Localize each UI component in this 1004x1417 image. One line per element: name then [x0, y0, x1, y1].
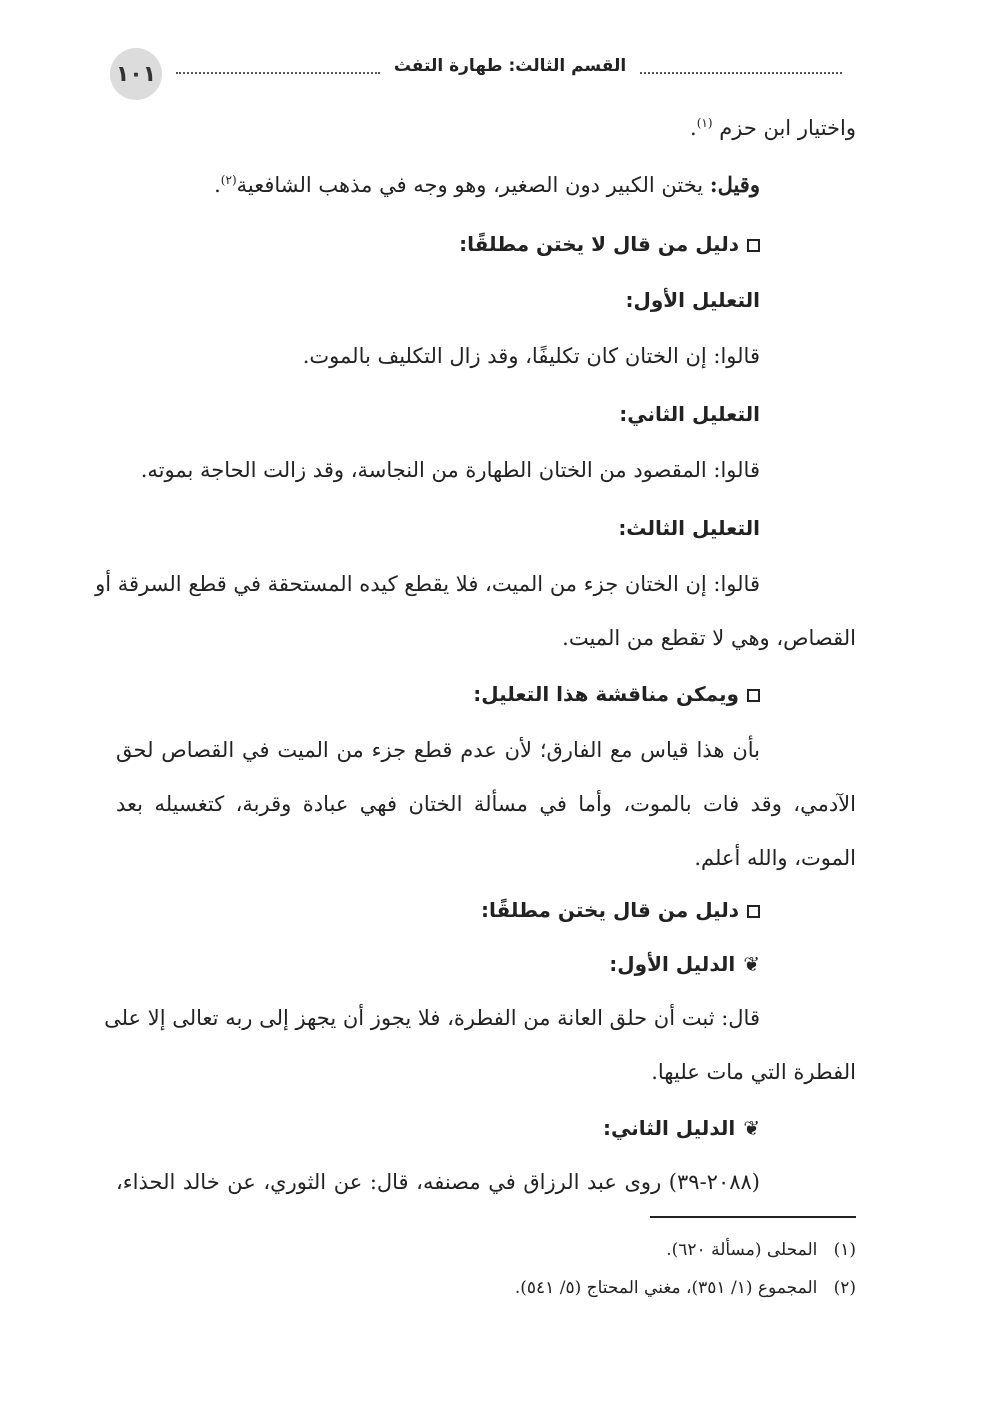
- text: واختيار ابن حزم: [719, 116, 856, 140]
- leaf-icon: ❦: [743, 1116, 760, 1140]
- box-icon: [747, 689, 760, 702]
- section-heading: [116, 232, 810, 256]
- paragraph-line: قال: ثبت أن حلق العانة من الفطرة، فلا يجوز أن يجهز إلى ربه تعالى إلا على: [104, 1006, 760, 1030]
- box-icon: [747, 905, 760, 918]
- heading-text: الدليل الثاني:: [603, 1116, 736, 1140]
- footnote: [515, 1278, 856, 1298]
- header-dots-right: [640, 60, 842, 74]
- header-dots-left: [176, 60, 380, 74]
- text: .: [214, 173, 221, 197]
- section-heading: [116, 898, 810, 922]
- page-number: ١٠١: [110, 48, 162, 100]
- paragraph-line: قالوا: إن الختان كان تكليفًا، وقد زال التكليف بالموت.: [302, 344, 760, 368]
- paragraph-line: القصاص، وهي لا تقطع من الميت.: [562, 626, 856, 650]
- heading-text: دليل من قال لا يختن مطلقًا:: [459, 232, 739, 256]
- text-line: [116, 116, 856, 140]
- paragraph-line: الفطرة التي مات عليها.: [651, 1060, 856, 1084]
- footnote-number: (١): [833, 1240, 856, 1260]
- text-line: [116, 172, 810, 197]
- subheading: التعليل الثاني:: [619, 402, 760, 426]
- footnote-text: المجموع (١/ ٣٥١)، مغني المحتاج (٥/ ٥٤١).: [514, 1278, 818, 1298]
- heading-text: الدليل الأول:: [609, 952, 736, 976]
- section-heading: [116, 682, 810, 706]
- paragraph-line: قالوا: إن الختان جزء من الميت، فلا يقطع كيده المستحقة في قطع السرقة أو: [95, 572, 760, 596]
- paragraph-line: الآدمي، وقد فات بالموت، وأما في مسألة الختان فهي عبادة وقربة، كتغسيله بعد: [116, 792, 856, 816]
- evidence-heading: [116, 1116, 810, 1140]
- heading-text: ويمكن مناقشة هذا التعليل:: [473, 682, 739, 706]
- leaf-icon: ❦: [743, 952, 760, 976]
- evidence-heading: [116, 952, 810, 976]
- subheading: التعليل الثالث:: [618, 516, 760, 540]
- paragraph-line: الموت، والله أعلم.: [694, 846, 856, 870]
- footnote-number: (٢): [833, 1278, 856, 1298]
- label: وقيل:: [709, 172, 760, 197]
- subheading: التعليل الأول:: [625, 288, 760, 312]
- footnote-text: المحلى (مسألة ٦٢٠).: [666, 1240, 818, 1260]
- footnote-rule: [650, 1216, 856, 1218]
- footnote-ref[interactable]: (٢): [220, 173, 237, 187]
- text: يختن الكبير دون الصغير، وهو وجه في مذهب الشافعية: [236, 173, 704, 197]
- footnote-ref[interactable]: (١): [696, 116, 713, 130]
- box-icon: [747, 239, 760, 252]
- text: .: [690, 116, 697, 140]
- heading-text: دليل من قال يختن مطلقًا:: [481, 898, 739, 922]
- paragraph-line: بأن هذا قياس مع الفارق؛ لأن عدم قطع جزء من الميت في القصاص لحق: [116, 738, 760, 762]
- paragraph-line: (٢٠٨٨-٣٩) روى عبد الرزاق في مصنفه، قال: عن الثوري، عن خالد الحذاء،: [116, 1170, 760, 1194]
- paragraph-line: قالوا: المقصود من الختان الطهارة من النجاسة، وقد زالت الحاجة بموته.: [140, 458, 760, 482]
- footnote: [666, 1240, 856, 1260]
- running-title: القسم الثالث: طهارة التفث: [393, 56, 627, 76]
